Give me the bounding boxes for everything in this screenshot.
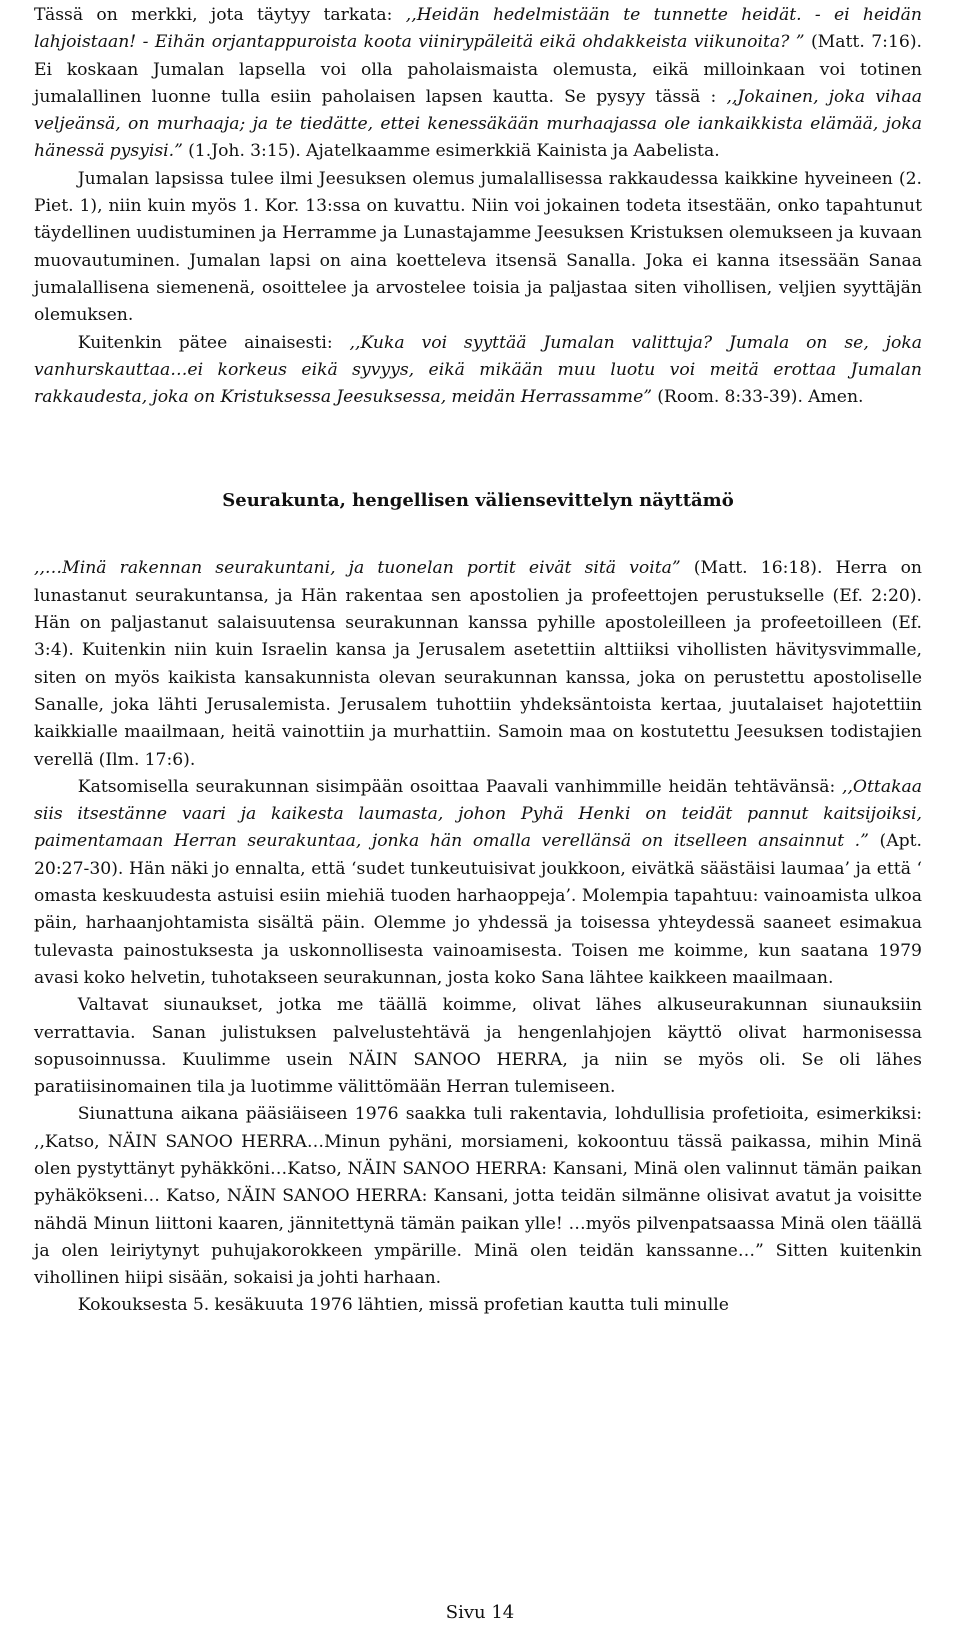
paragraph (34, 774, 922, 992)
body-text: Kokouksesta 5. kesäkuuta 1976 lähtien, missä profetian kautta tuli minulle (77, 1295, 729, 1316)
quoted-scripture-text: ,,…Minä rakennan seurakuntani, ja tuonelan portit eivät sitä voita” (34, 558, 681, 579)
paragraph (34, 1101, 922, 1292)
paragraph (34, 555, 922, 773)
paragraph (34, 330, 922, 412)
body-text: (Room. 8:33-39). Amen. (652, 387, 864, 408)
body-text: (Matt. 7:16). Ei koskaan Jumalan lapsella voi olla paholaismaista olemusta, eikä milloinkaan voi totinen jumalallinen luonne tulla esiin paholaisen lapsen kautta. Se pysyy tässä : (34, 32, 923, 107)
body-text: Kuitenkin pätee ainaisesti: (77, 332, 350, 353)
body-text: Jumalan lapsissa tulee ilmi Jeesuksen olemus jumalallisessa rakkaudessa kaikkine hyveineen (2. Piet. 1), niin kuin myös 1. Kor. 13:ssa on kuvattu. Niin voi jokainen todeta itsestään, onko tapahtunut täydellinen uudistuminen ja Herramme ja Lunastajamme Jeesuksen Kristuksen olemukseen ja kuvaan muovautuminen. Jumalan lapsi on aina koetteleva itsensä Sanalla. Joka ei kanna itsessään Sanaa jumalallisena siemenenä, osoittelee ja arvostelee toisia ja paljastaa siten vihollisen, veljien syyttäjän olemuksen. (34, 168, 922, 326)
body-text: (Matt. 16:18). Herra on lunastanut seurakuntansa, ja Hän rakentaa sen apostolien ja profeettojen perustukselle (Ef. 2:20). Hän on paljastanut salaisuutensa seurakunnan kanssa pyhille apostoleilleen ja profeetoilleen (Ef. 3:4). Kuitenkin niin kuin Israelin kansa ja Jerusalem asetettiin alttiiksi vihollisten hävitysvimmalle, siten on myös kaikista kansakunnista olevan seurakunnan kanssa, joka on perustettu apostoliselle Sanalle, joka lähti Jerusalemista. Jerusalem tuhottiin yhdeksäntoista kertaa, juutalaiset hajotettiin kaikkialle maailmaan, heitä vainottiin ja murhattiin. Samoin maa on kostutettu Jeesuksen todistajien verellä (Ilm. 17:6). (34, 558, 922, 770)
body-text: Valtavat siunaukset, jotka me täällä koimme, olivat lähes alkuseurakunnan siunauksiin verrattavia. Sanan julistuksen palvelustehtävä ja hengenlahjojen käyttö olivat harmonisessa sopusoinnussa. Kuulimme usein NÄIN SANOO HERRA, ja niin se myös oli. Se oli lähes paratiisinomainen tila ja luotimme välittömään Herran tulemiseen. (34, 995, 922, 1098)
body-text: Siunattuna aikana pääsiäiseen 1976 saakka tuli rakentavia, lohdullisia profetioita, esimerkiksi: ,,Katso, NÄIN SANOO HERRA…Minun pyhäni, morsiameni, kokoontuu tässä paikassa, mihin Minä olen pystyttänyt pyhäkköni…Katso, NÄIN SANOO HERRA: Kansani, Minä olen valinnut tämän paikan pyhäkökseni… Katso, NÄIN SANOO HERRA: Kansani, jotta teidän silmänne olisivat avatut ja voisitte nähdä Minun liittoni kaaren, jännitettynä tämän paikan ylle! …myös pilvenpatsaassa Minä olen täällä ja olen leiriytynyt puhujakorokkeen ympärille. Minä olen teidän kanssanne…” Sitten kuitenkin vihollinen hiipi sisään, sokaisi ja johti harhaan. (34, 1104, 922, 1289)
body-text: Katsomisella seurakunnan sisimpään osoittaa Paavali vanhimmille heidän tehtävänsä: (77, 776, 842, 797)
quoted-scripture-text: ,,Ottakaa siis itsestänne vaari ja kaikesta laumasta, johon Pyhä Henki on teidät pannut kaitsijoiksi, paimentamaan Herran seurakuntaa, jonka hän omalla verellänsä on itselleen ansainnut .” (34, 776, 922, 852)
paragraph (34, 2, 922, 166)
paragraph (34, 1292, 922, 1319)
paragraph (34, 166, 922, 330)
quoted-scripture-text: ,,Heidän hedelmistään te tunnette heidät. - ei heidän lahjoistaan! - Eihän orjantappuroista koota viinirypäleitä eikä ohdakkeista viikunoita? ” (34, 5, 922, 53)
document-page (34, 0, 922, 1320)
paragraph (34, 992, 922, 1101)
body-text: Tässä on merkki, jota täytyy tarkata: (34, 5, 406, 25)
body-text: (1.Joh. 3:15). Ajatelkaamme esimerkkiä Kainista ja Aabelista. (182, 141, 720, 162)
body-text: (Apt. 20:27-30). Hän näki jo ennalta, että ‘sudet tunkeutuisivat joukkoon, eivätkä säästäisi laumaa’ ja että ‘ omasta keskuudesta astuisi esiin miehiä tuoden harhaoppeja’. Molempia tapahtuu: vainoamista ulkoa päin, harhaanjohtamista sisältä päin. Olemme jo yhdessä ja toisessa yhteydessä saaneet esimakua tulevasta painostuksesta ja uskonnollisesta vainoamisesta. Toisen me koimme, kun saatana 1979 avasi koko helvetin, tuhotakseen seurakunnan, josta koko Sana lähtee kaikkeen maailmaan. (34, 831, 923, 988)
page-number: Sivu 14 (445, 1602, 515, 1623)
section-heading: Seurakunta, hengellisen väliensevittelyn näyttämö (222, 490, 734, 512)
quoted-scripture-text: ,,Kuka voi syyttää Jumalan valittuja? Jumala on se, joka vanhurskauttaa…ei korkeus eikä syvyys, eikä mikään muu luotu voi meitä erottaa Jumalan rakkaudesta, joka on Kristuksessa Jeesuksessa, meidän Herrassamme” (34, 332, 922, 408)
quoted-scripture-text: ,,Jokainen, joka vihaa veljeänsä, on murhaaja; ja te tiedätte, ettei kenessäkään murhaajassa ole iankaikkista elämää, joka hänessä pysyisi.” (34, 86, 922, 162)
